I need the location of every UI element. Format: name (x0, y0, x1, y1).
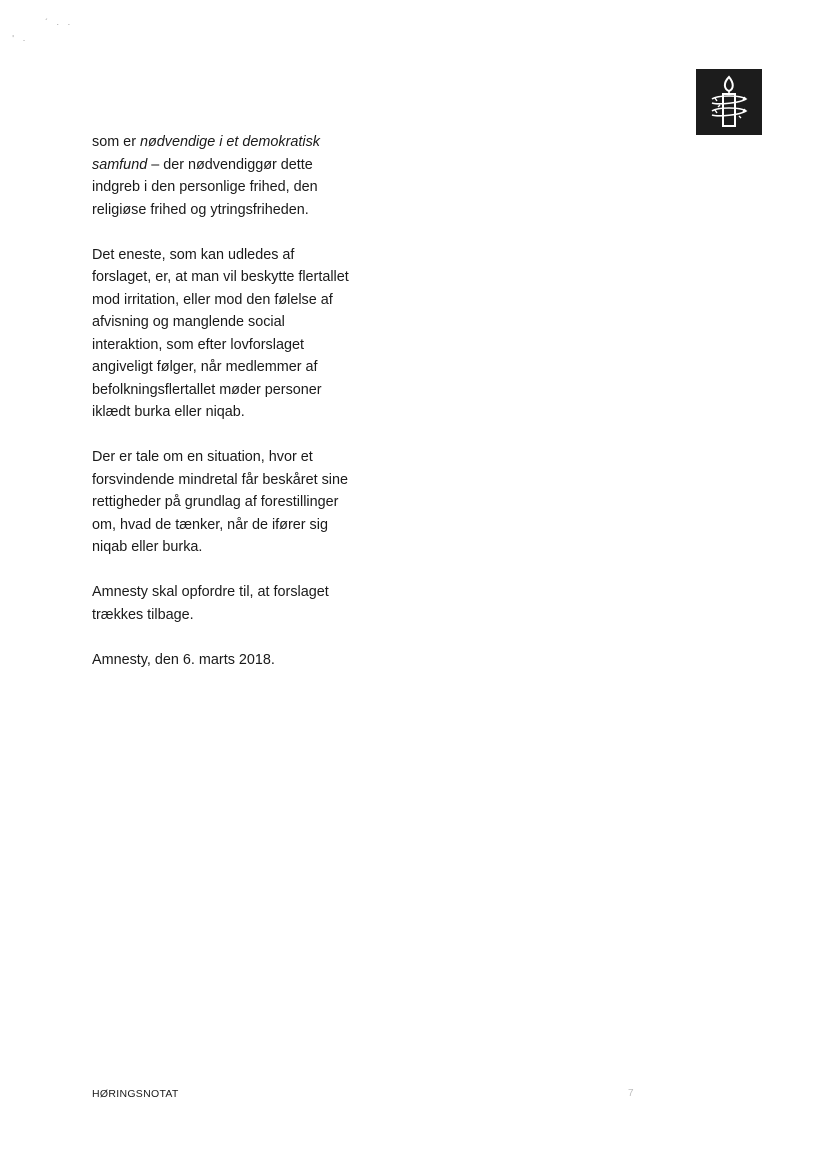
amnesty-logo (696, 69, 762, 135)
paragraph-1-prefix: som er (92, 134, 140, 150)
scan-mark-bottom: ' . (12, 34, 29, 43)
paragraph-1 (92, 131, 352, 221)
signature-date-line: Amnesty, den 6. marts 2018. (92, 651, 275, 668)
paragraph-3: Der er tale om en situation, hvor et forsvindende mindretal får beskåret sine rettigheder på grundlag af forestillinger om, hvad de tænker, når de ifører sig niqab eller burka. (92, 449, 348, 555)
page-number: 7 (628, 1088, 634, 1099)
footer-label: HØRINGSNOTAT (92, 1088, 179, 1100)
paragraph-1-emphasis: nødvendige i et demokratisk samfund (92, 134, 320, 173)
paragraph-4: Amnesty skal opfordre til, at forslaget trækkes tilbage. (92, 584, 329, 623)
paragraph-1-suffix: – der nødvendiggør dette indgreb i den personlige frihed, den religiøse frihed og ytringsfriheden. (92, 156, 318, 218)
paragraph-2: Det eneste, som kan udledes af forslaget, er, at man vil beskytte flertallet mod irritation, eller mod den følelse af afvisning og manglende social interaktion, som efter lovforslaget angiveligt følger, når medlemmer af befolkningsflertallet møder personer iklædt burka eller niqab. (92, 246, 349, 420)
scan-marks (12, 18, 73, 44)
candle-barbed-wire-icon (696, 69, 762, 135)
body-text (92, 131, 352, 694)
scan-mark-top: ´ . . (44, 18, 74, 27)
